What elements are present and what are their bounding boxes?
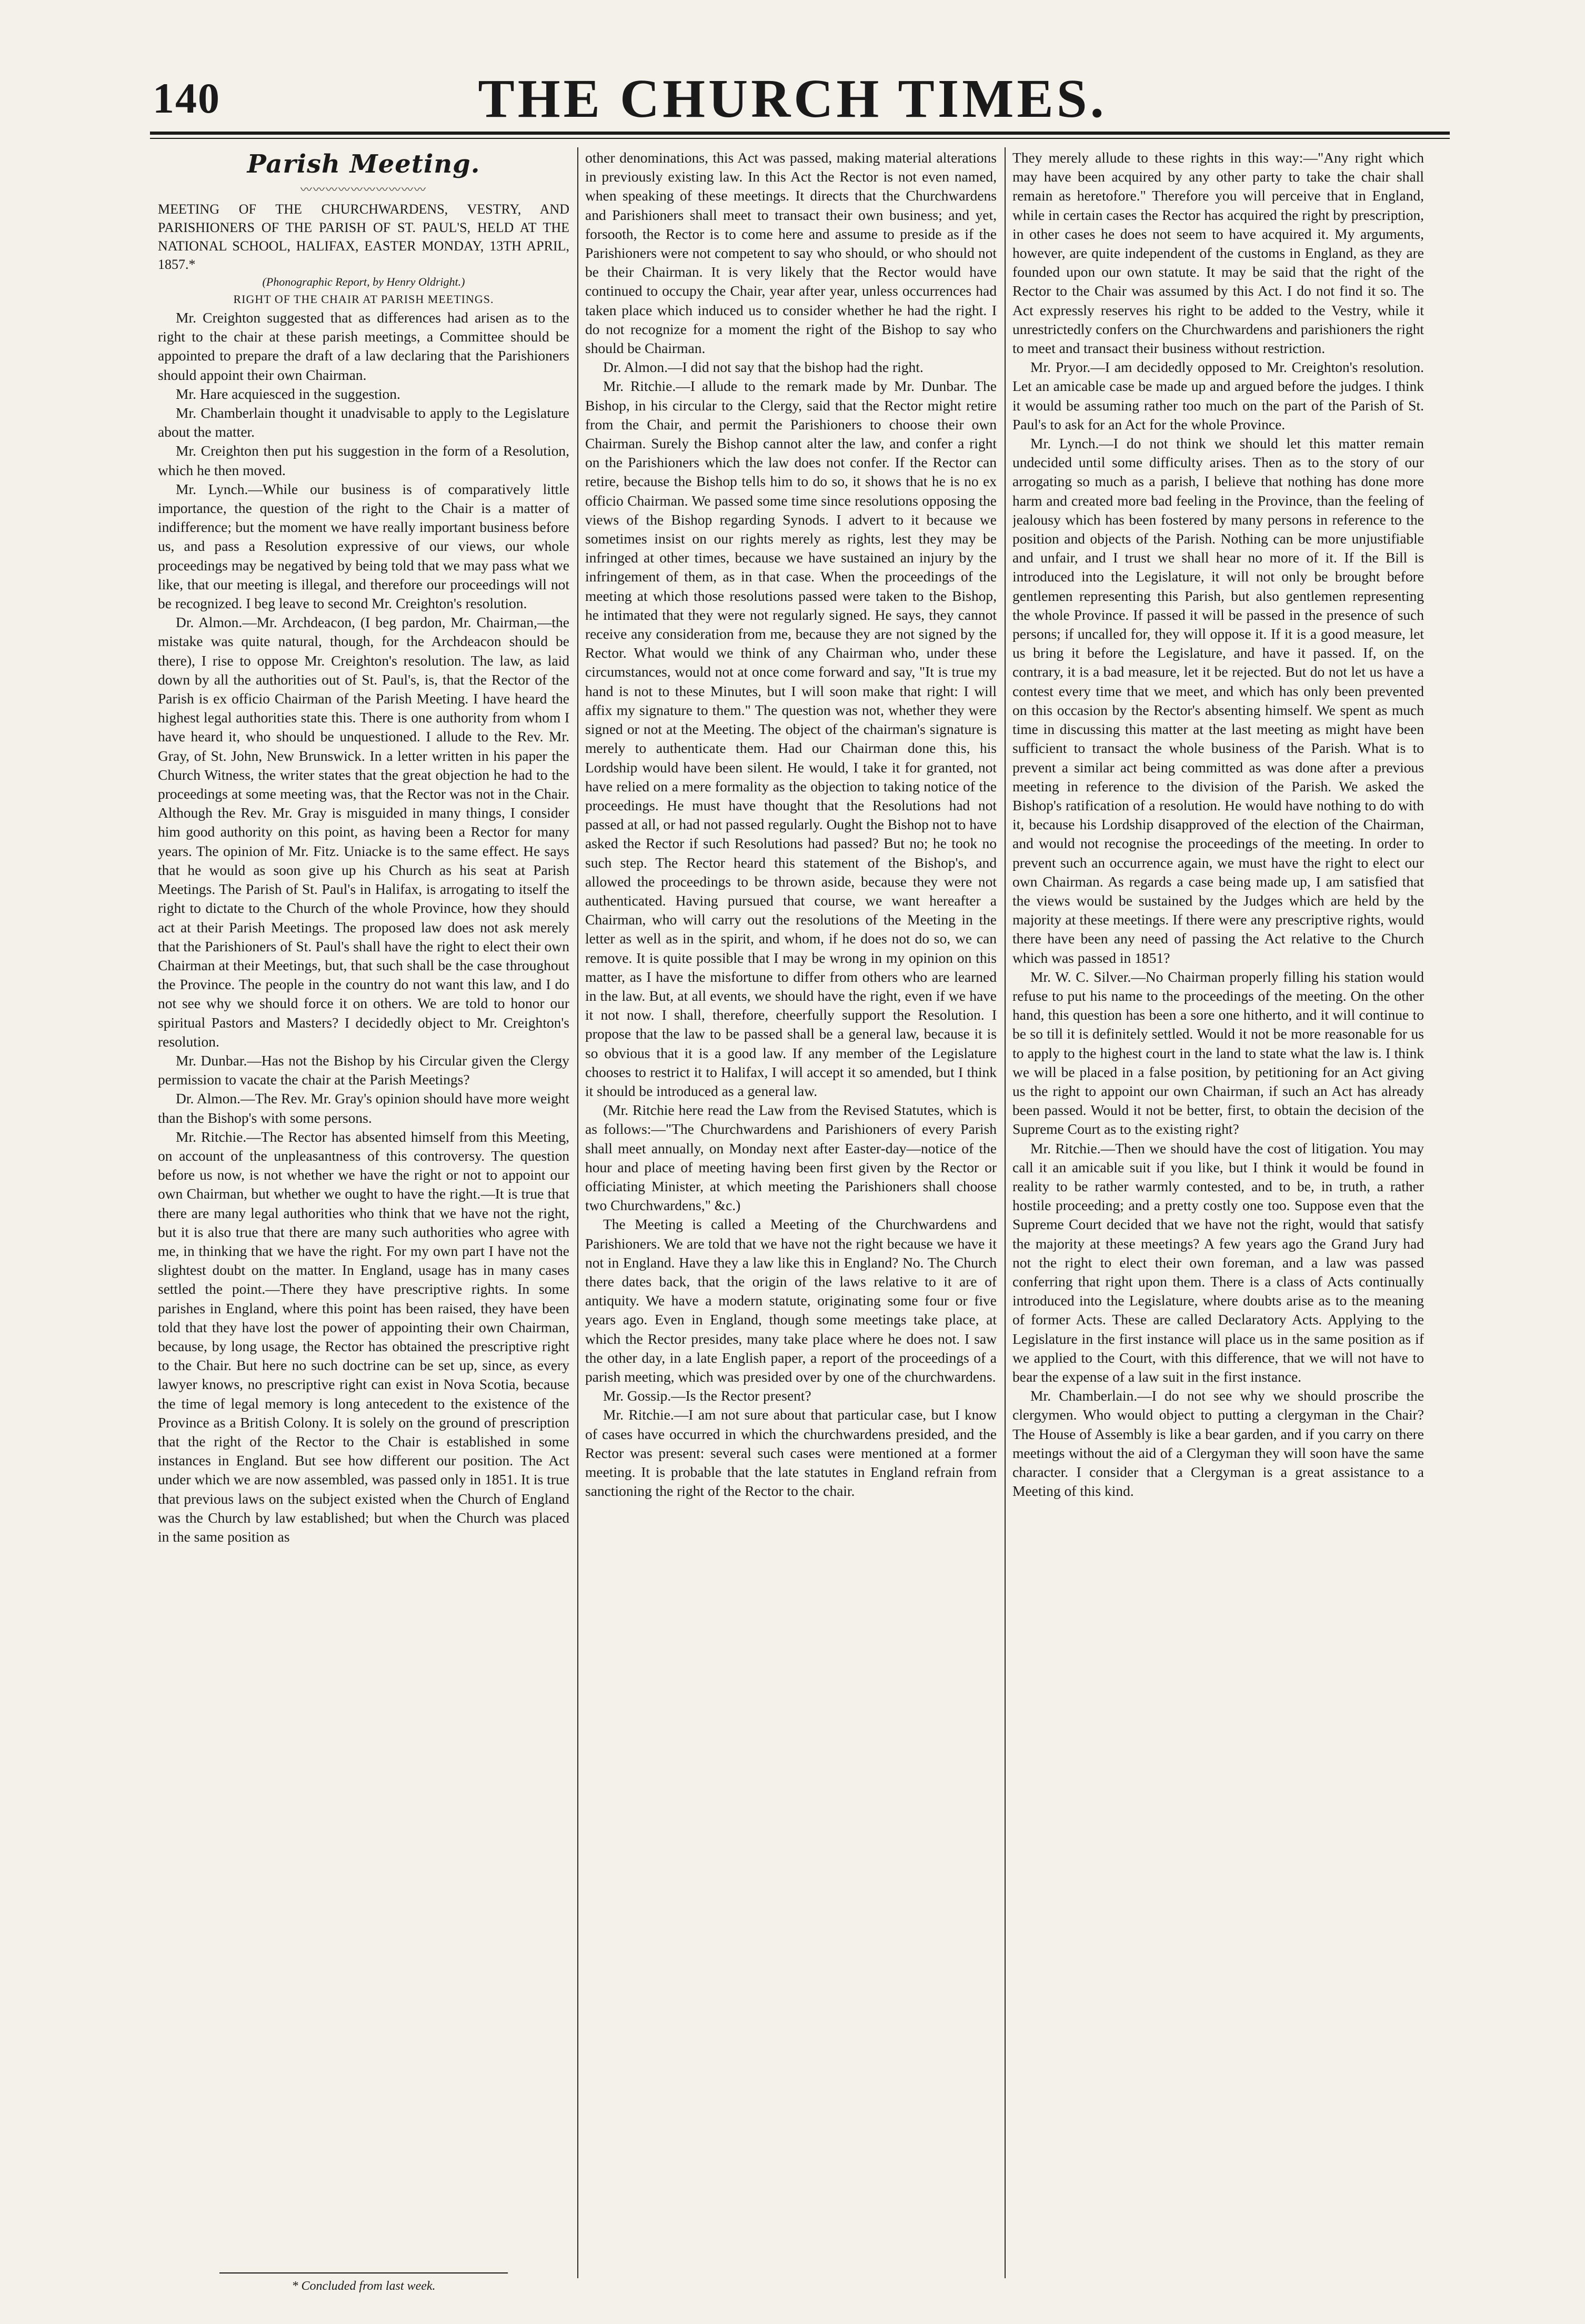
title-ornament: 〰〰〰〰〰〰〰〰〰〰 — [300, 183, 427, 196]
column-1 — [158, 148, 569, 2263]
paragraph: Mr. Pryor.—I am decidedly opposed to Mr. Creighton's resolution. Let an amicable case be made up and argued before the judges. I think it would be assuming rather too much on the part of the Parish of St. Paul's to ask for an Act for the whole Province. — [1012, 359, 1424, 432]
paragraph: Dr. Almon.—Mr. Archdeacon, (I beg pardon, Mr. Chairman,—the mistake was quite natural, though, for the Archdeacon should be there), I rise to oppose Mr. Creighton's resolution. The law, as laid down by all the authorities out of St. Paul's, is, that the Rector of the Parish is ex officio Chairman of the Parish Meeting. I have heard the highest legal authorities state this. There is one authority from whom I have heard it, who should be unquestioned. I allude to the Rev. Mr. Gray, of St. John, New Brunswick. In a letter written in his paper the Church Witness, the writer states that the great objection he had to the proceedings at some meeting was, that the Rector was not in the Chair. Although the Rev. Mr. Gray is misguided in many things, I consider him good authority on this point, as having been a Rector for many years. The opinion of Mr. Fitz. Uniacke is to the same effect. He says that he would as soon give up his Church as his seat at Parish Meetings. The Parish of St. Paul's in Halifax, is arrogating to itself the right to dictate to the Church of the whole Province, how they should act at their Parish Meetings. The proposed law does not ask merely that the Parishioners of St. Paul's shall have the right to elect their own Chairman at their Meetings, but, that such shall be the case throughout the Province. The people in the country do not want this law, and I do not see why we should force it on others. We are told to honor our spiritual Pastors and Masters? I decidedly object to Mr. Creighton's resolution. — [158, 614, 569, 1050]
paragraph: Mr. Gossip.—Is the Rector present? — [603, 1387, 811, 1404]
masthead-title: THE CHURCH TIMES. — [478, 68, 1107, 129]
header-rule — [150, 132, 1450, 135]
paragraph: Mr. Chamberlain thought it unadvisable to apply to the Legislature about the matter. — [158, 405, 569, 440]
column-divider — [1005, 147, 1006, 2278]
paragraph: Mr. W. C. Silver.—No Chairman properly filling his station would refuse to put his name to the proceedings of the meeting. On the other hand, this question has been a sore one hitherto, and it will continue to be so till it is definitely settled. Would it not be more reasonable for us to apply to the highest court in the land to state what the law is. I think we will be placed in a false position, by petitioning for an Act giving us the right to appoint our own Chairman, if such an Act has already been passed. Would it not be better, first, to obtain the decision of the Supreme Court as to the existing right? — [1012, 968, 1424, 1138]
paragraph: They merely allude to these rights in this way:—"Any right which may have been acquired by any other party to take the chair shall remain as heretofore." Therefore you will perceive that in England, while in certain cases the Rector has acquired the right by prescription, in other cases he does not seem to have acquired it. My arguments, however, are quite independent of the customs in England, as they are founded upon our own statute. It may be said that the right of the Rector to the Chair was assumed by this Act. I do not find it so. The Act expressly reserves his right to be added to the Vestry, while it unrestrictedly confers on the Churchwardens and parishioners the right to meet and transact their business without restriction. — [1012, 149, 1424, 357]
paragraph: Mr. Chamberlain.—I do not see why we should proscribe the clergymen. Who would object to putting a clergyman in the Chair? The House of Assembly is like a bear garden, and if you carry on there meetings without the aid of a Clergyman they will soon have the same character. I consider that a Clergyman is a great assistance to a Meeting of this kind. — [1012, 1387, 1424, 1500]
paragraph: Mr. Hare acquiesced in the suggestion. — [176, 385, 400, 402]
column-2 — [585, 148, 997, 2274]
paragraph: Mr. Lynch.—I do not think we should let this matter remain undecided until some difficulty arises. Then as to the story of our arrogating so much as a parish, I believe that nothing has done more harm and created more bad feeling in the Province, than the feeling of jealousy which has been fostered by many persons in reference to the position and objects of the Parish. Nothing can be more unjustifiable and unfair, and I trust we shall hear no more of it. If the Bill is introduced into the Legislature, it will not only be brought before gentlemen representing this Parish, but also gentlemen representing the whole Province. If passed it will be passed in the presence of such persons; if uncalled for, they will oppose it. If it is a good measure, let us bring it before the Legislature, and have it passed. If, on the contrary, it is a bad measure, let it be rejected. But do not let us have a contest every time that we meet, and which has only been prevented on this occasion by the Rector's absenting himself. We spent as much time in discussing this matter at the last meeting as might have been sufficient to transact the whole business of the Parish. What is to prevent a similar act being committed as was done after a previous meeting in reference to the division of the Parish. We asked the Bishop's ratification of a resolution. He would have nothing to do with it, because his Lordship disapproved of the election of the Chairman, and would not recognise the proceedings of the meeting. In order to prevent such an occurrence again, we must have the right to elect our own Chairman. As regards a case being made up, I am satisfied that the views would be sustained by the Judges which are held by the majority at these meetings. If there were any prescriptive rights, would there have been any need of passing the Act relative to the Church which was passed in 1851? — [1012, 435, 1424, 966]
paragraph: The Meeting is called a Meeting of the Churchwardens and Parishioners. We are told that we have not the right because we have it not in England. Have they a law like this in England? No. The Church there dates back, that the origin of the laws relative to it are of antiquity. We have a modern statute, originating some four or five years ago. Even in England, though some meetings take place, at which the Rector presides, many take place where he does not. I saw the other day, in a late English paper, a report of the proceedings of a parish meeting, which was presided over by one of the churchwardens. — [585, 1216, 997, 1385]
report-credit: (Phonographic Report, by Henry Oldright.) — [262, 275, 465, 288]
header-rule-thin — [150, 138, 1450, 139]
paragraph: Mr. Lynch.—While our business is of comparatively little importance, the question of the right to the Chair is a matter of indifference; but the moment we have really important business before us, and pass a Resolution expressive of our views, our whole proceedings may be negatived by being told that we may pass what we like, that our meeting is illegal, and therefore our proceedings will not be recognized. I beg leave to second Mr. Creighton's resolution. — [158, 480, 569, 612]
column-3-body — [1012, 148, 1424, 1501]
column-1-body — [158, 308, 569, 1546]
column-3 — [1012, 148, 1424, 2258]
column-divider — [577, 147, 578, 2278]
paragraph: Dr. Almon.—The Rev. Mr. Gray's opinion should have more weight than the Bishop's with some persons. — [158, 1090, 569, 1126]
section-title: Parish Meeting. — [247, 149, 480, 179]
paragraph: Mr. Creighton suggested that as differences had arisen as to the right to the chair at these parish meetings, a Committee should be appointed to prepare the draft of a law declaring that the Parishioners should appoint their own Chairman. — [158, 309, 569, 383]
column-2-body — [585, 148, 997, 1501]
paragraph: (Mr. Ritchie here read the Law from the Revised Statutes, which is as follows:—"The Churchwardens and Parishioners of every Parish shall meet annually, on Monday next after Easter-day—notice of the hour and place of meeting having been first given by the Rector or officiating Minister, at which meeting the Parishioners shall choose two Churchwardens," &c.) — [585, 1102, 997, 1214]
article-intro: MEETING OF THE CHURCHWARDENS, VESTRY, AND PARISHIONERS OF THE PARISH OF ST. PAUL'S, HELD AT THE NATIONAL SCHOOL, HALIFAX, EASTER MONDAY, 13TH APRIL, 1857.* — [158, 202, 569, 272]
paragraph: Mr. Ritchie.—The Rector has absented himself from this Meeting, on account of the unpleasantness of this controversy. The question before us now, is not whether we have the right or not to appoint our own Chairman, but whether we ought to have the right.—It is true that there are many legal authorities who think that we have not the right, but it is also true that there are many such authorities who agree with me, in thinking that we have the right. For my own part I have not the slightest doubt on the matter. In England, usage has in many cases settled the point.—There they have prescriptive rights. In some parishes in England, where this point has been raised, they have been told that they have lost the power of appointing their own Chairman, because, by long usage, the Rector has obtained the prescriptive right to the Chair. But here no such doctrine can be set up, since, as every lawyer knows, no prescriptive right can exist in Nova Scotia, because the time of legal memory is long antecedent to the existence of the Province as a British Colony. It is solely on the ground of prescription that the right of the Rector to the Chair is established in some instances in England. But see how different our position. The Act under which we are now assembled, was passed only in 1851. It is true that previous laws on the subject existed when the Church of England was the Church by law established; but when the Church was placed in the same position as — [158, 1128, 569, 1545]
paragraph: other denominations, this Act was passed, making material alterations in previously existing law. In this Act the Rector is not even named, when speaking of these meetings. It directs that the Churchwardens and Parishioners shall meet to transact their own business; and yet, forsooth, the Rector is to come here and assume to preside as if the Parishioners were not competent to say who should, or who should not be their Chairman. It is very likely that the Rector would have continued to occupy the Chair, year after year, unless occurrences had taken place which induced us to consider whether he had the right. I do not recognize for a moment the right of the Bishop to say who should be Chairman. — [585, 149, 997, 357]
footnote: * Concluded from last week. — [292, 2279, 436, 2293]
subheading: RIGHT OF THE CHAIR AT PARISH MEETINGS. — [233, 293, 494, 306]
paragraph: Mr. Dunbar.—Has not the Bishop by his Circular given the Clergy permission to vacate the chair at the Parish Meetings? — [158, 1052, 569, 1088]
paragraph: Mr. Ritchie.—I allude to the remark made by Mr. Dunbar. The Bishop, in his circular to the Clergy, said that the Rector might retire from the Chair, and permit the Parishioners to choose their own Chairman. Surely the Bishop cannot alter the law, and confer a right on the Parishioners which the law does not confer. If the Rector can retire, because the Bishop tells him to do so, it shows that he is no ex officio Chairman. We passed some time since resolutions opposing the views of the Bishop regarding Synods. I advert to it because we sometimes insist on our rights merely as rights, lest they may be infringed at other times, because we have sustained an injury by the infringement of them, as in that case. When the proceedings of the meeting at which those resolutions passed were taken to the Bishop, he intimated that they were not regularly signed. He says, they cannot receive any consideration from me, because they are not signed by the Rector. What would we think of any Chairman who, under these circumstances, would not at once come forward and say, "It is true my hand is not to these Minutes, but I will soon make that right: I will affix my signature to them." The question was not, whether they were signed or not at the Meeting. The object of the chairman's signature is merely to authenticate them. Had our Chairman done this, his Lordship would have been silent. He would, I take it for granted, not have relied on a mere formality as the objection to taking notice of the proceedings. He must have thought that the Resolutions had not passed at all, or had not passed regularly. Ought the Bishop not to have asked the Rector if such Resolutions had passed? But no; he took no such step. The Rector heard this statement of the Bishop's, and allowed the proceedings to be thrown aside, because they were not authenticated. Having pursued that course, we want hereafter a Chairman, who will carry out the resolutions of the Meeting in the letter as well as in the spirit, and whom, if he does not do so, we can remove. It is quite possible that I may be wrong in my opinion on this matter, as I have the misfortune to differ from others who are learned in the law. But, at all events, we should have the right, even if we have it not now. I shall, therefore, cheerfully support the Resolution. I propose that the law to be passed shall be a general law, because it is so obvious that it is a good law. If any member of the Legislature chooses to restrict it to Halifax, I will accept it so amended, but I think it should be introduced as a general law. — [585, 378, 997, 1099]
paragraph: Mr. Ritchie.—I am not sure about that particular case, but I know of cases have occurred in which the churchwardens presided, and the Rector was present: several such cases were mentioned at a former meeting. It is probable that the late statutes in England refrain from sanctioning the right of the Rector to the chair. — [585, 1406, 997, 1500]
page-number: 140 — [153, 74, 220, 122]
paragraph: Mr. Ritchie.—Then we should have the cost of litigation. You may call it an amicable suit if you like, but I think it would be found in reality to be rather warmly contested, and to be, in truth, a rather hostile proceeding; and a pretty costly one too. Suppose even that the Supreme Court decided that we have not the right, would that satisfy the majority at these meetings? A few years ago the Grand Jury had not the right to elect their own foreman, and a law was passed conferring that right upon them. There is a class of Acts continually introduced into the Legislature, where doubts arise as to the meaning of former Acts. These are called Declaratory Acts. Applying to the Legislature in the first instance will place us in the same position as if we applied to the Court, with this difference, that we will not have to bear the expense of a law suit in the first instance. — [1012, 1140, 1424, 1385]
paragraph: Mr. Creighton then put his suggestion in the form of a Resolution, which he then moved. — [158, 442, 569, 478]
footnote-rule — [219, 2272, 507, 2273]
footnote-block — [158, 2265, 569, 2295]
paragraph: Dr. Almon.—I did not say that the bishop had the right. — [603, 359, 924, 376]
